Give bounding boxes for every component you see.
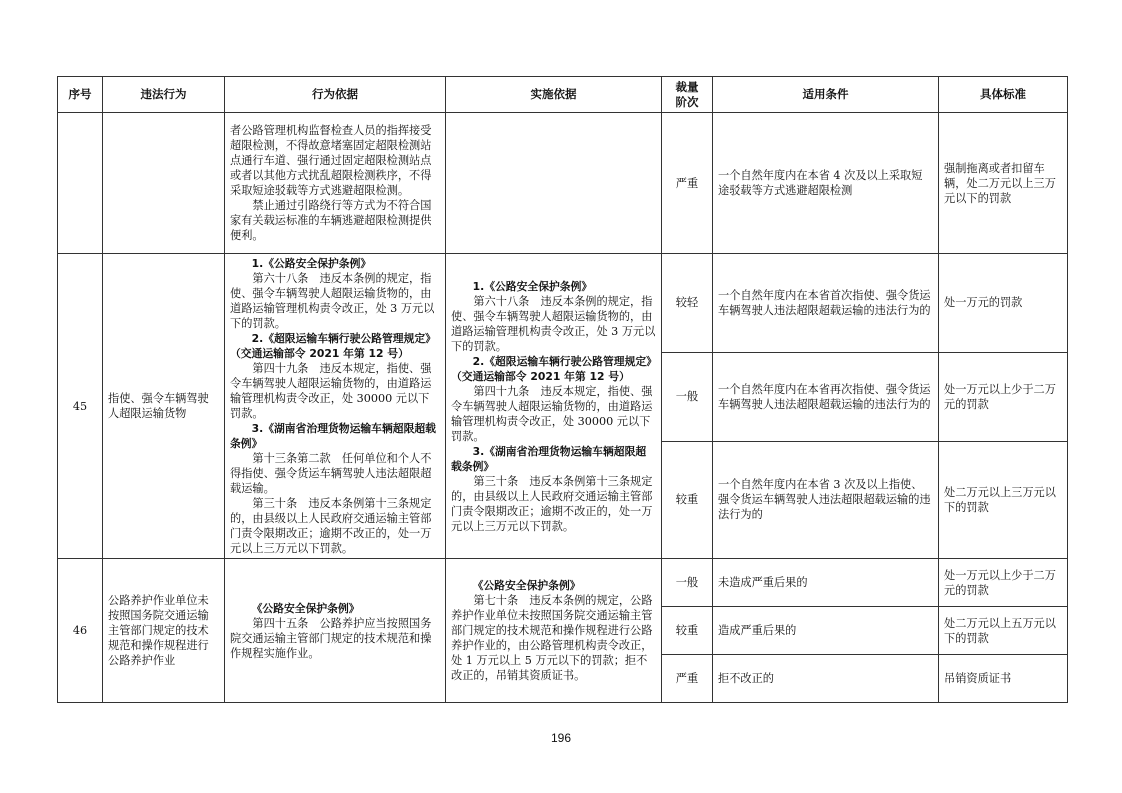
- standard-cell: 处二万元以上三万元以下的罚款: [939, 441, 1068, 558]
- header-row: [58, 77, 1068, 113]
- basis-paragraph: 禁止通过引路绕行等方式为不符合国家有关载运标准的车辆逃避超限检测提供便利。: [230, 199, 432, 242]
- standard-cell: 处一万元以上少于二万元的罚款: [939, 352, 1068, 441]
- law-title: 1.《公路安全保护条例》: [472, 279, 593, 293]
- basis-paragraph: 第四十五条 公路养护应当按照国务院交通运输主管部门规定的技术规范和操作规程实施作业。: [230, 616, 432, 660]
- condition-cell: 一个自然年度内在本省 4 次及以上采取短途驳载等方式逃避超限检测: [713, 113, 939, 254]
- header-basis: 行为依据: [225, 77, 446, 113]
- condition-cell: 拒不改正的: [713, 655, 939, 703]
- law-paragraph: 第十三条第二款 任何单位和个人不得指使、强令货运车辆驾驶人违法超限超载运输。: [230, 452, 432, 495]
- violation-cell: 公路养护作业单位未按照国务院交通运输主管部门规定的技术规范和操作规程进行公路养护作业: [103, 559, 225, 703]
- law-title: 3.《湖南省治理货物运输车辆超限超载条例》: [451, 444, 647, 473]
- header-impl: 实施依据: [446, 77, 662, 113]
- impl-cell: [446, 559, 662, 703]
- table-row: [58, 113, 1068, 254]
- condition-cell: 未造成严重后果的: [713, 559, 939, 607]
- standard-cell: 吊销资质证书: [939, 655, 1068, 703]
- header-act: 违法行为: [103, 77, 225, 113]
- law-paragraph: 第三十条 违反本条例第十三条规定的，由县级以上人民政府交通运输主管部门责令限期改正；逾期不改正的，处一万元以上三万元以下罚款。: [451, 474, 653, 533]
- law-paragraph: 第三十条 违反本条例第十三条规定的，由县级以上人民政府交通运输主管部门责令限期改正；逾期不改正的，处一万元以上三万元以下罚款。: [230, 497, 432, 555]
- condition-cell: 一个自然年度内在本省再次指使、强令货运车辆驾驶人违法超限超载运输的违法行为的: [713, 352, 939, 441]
- condition-cell: 造成严重后果的: [713, 607, 939, 655]
- condition-cell: 一个自然年度内在本省 3 次及以上指使、强令货运车辆驾驶人违法超限超载运输的违法行为的: [713, 441, 939, 558]
- violation-cell: 指使、强令车辆驾驶人超限运输货物: [103, 254, 225, 559]
- level-cell: 严重: [662, 655, 713, 703]
- standard-cell: 处一万元的罚款: [939, 254, 1068, 353]
- impl-cell: [446, 254, 662, 559]
- basis-title: 《公路安全保护条例》: [251, 601, 360, 615]
- page-number: 196: [550, 731, 572, 745]
- law-title: 2.《超限运输车辆行驶公路管理规定》（交通运输部令 2021 年第 12 号）: [230, 332, 436, 360]
- table-row: [58, 254, 1068, 353]
- penalty-table: [57, 76, 1068, 703]
- header-no: 序号: [58, 77, 103, 113]
- header-level: 裁量阶次: [662, 77, 713, 113]
- impl-title: 《公路安全保护条例》: [472, 579, 581, 592]
- level-cell: 较轻: [662, 254, 713, 353]
- law-title: 2.《超限运输车辆行驶公路管理规定》（交通运输部令 2021 年第 12 号）: [451, 354, 652, 383]
- level-cell: 较重: [662, 441, 713, 558]
- law-title: 3.《湖南省治理货物运输车辆超限超载条例》: [230, 422, 436, 450]
- basis-cell: [225, 254, 446, 559]
- law-paragraph: 第四十九条 违反本规定，指使、强令车辆驾驶人超限运输货物的，由道路运输管理机构责令改正，处 30000 元以下罚款。: [230, 362, 432, 420]
- level-cell: 一般: [662, 559, 713, 607]
- cont-no: [58, 113, 103, 254]
- level-cell: 一般: [662, 352, 713, 441]
- standard-cell: 处一万元以上少于二万元的罚款: [939, 559, 1068, 607]
- table-row: [58, 559, 1068, 607]
- header-condition: 适用条件: [713, 77, 939, 113]
- level-cell: 严重: [662, 113, 713, 254]
- basis-paragraph: 者公路管理机构监督检查人员的指挥接受超限检测，不得故意堵塞固定超限检测站点通行车道、强行通过固定超限检测站点或者以其他方式扰乱超限检测秩序，不得采取短途驳载等方式逃避超限检测。: [230, 124, 432, 197]
- law-title: 1.《公路安全保护条例》: [251, 257, 372, 270]
- level-cell: 较重: [662, 607, 713, 655]
- law-paragraph: 第六十八条 违反本条例的规定，指使、强令车辆驾驶人超限运输货物的，由道路运输管理机构责令改正，处 3 万元以下的罚款。: [451, 294, 656, 353]
- standard-cell: 强制拖离或者扣留车辆，处二万元以上三万元以下的罚款: [939, 113, 1068, 254]
- standard-cell: 处二万元以上五万元以下的罚款: [939, 607, 1068, 655]
- cont-basis: [225, 113, 446, 254]
- condition-cell: 一个自然年度内在本省首次指使、强令货运车辆驾驶人违法超限超载运输的违法行为的: [713, 254, 939, 353]
- cont-impl: [446, 113, 662, 254]
- row-number: 45: [58, 254, 103, 559]
- header-standard: 具体标准: [939, 77, 1068, 113]
- cont-act: [103, 113, 225, 254]
- impl-paragraph: 第七十条 违反本条例的规定，公路养护作业单位未按照国务院交通运输主管部门规定的技术规范和操作规程进行公路养护作业的，由公路管理机构责令改正，处 1 万元以上 5 万元以下的罚款；拒不改正的，吊销其资质证书。: [451, 594, 653, 682]
- basis-cell: [225, 559, 446, 703]
- law-paragraph: 第四十九条 违反本规定，指使、强令车辆驾驶人超限运输货物的，由道路运输管理机构责令改正，处 30000 元以下罚款。: [451, 384, 653, 443]
- row-number: 46: [58, 559, 103, 703]
- law-paragraph: 第六十八条 违反本条例的规定，指使、强令车辆驾驶人超限运输货物的，由道路运输管理机构责令改正，处 3 万元以下的罚款。: [230, 272, 435, 330]
